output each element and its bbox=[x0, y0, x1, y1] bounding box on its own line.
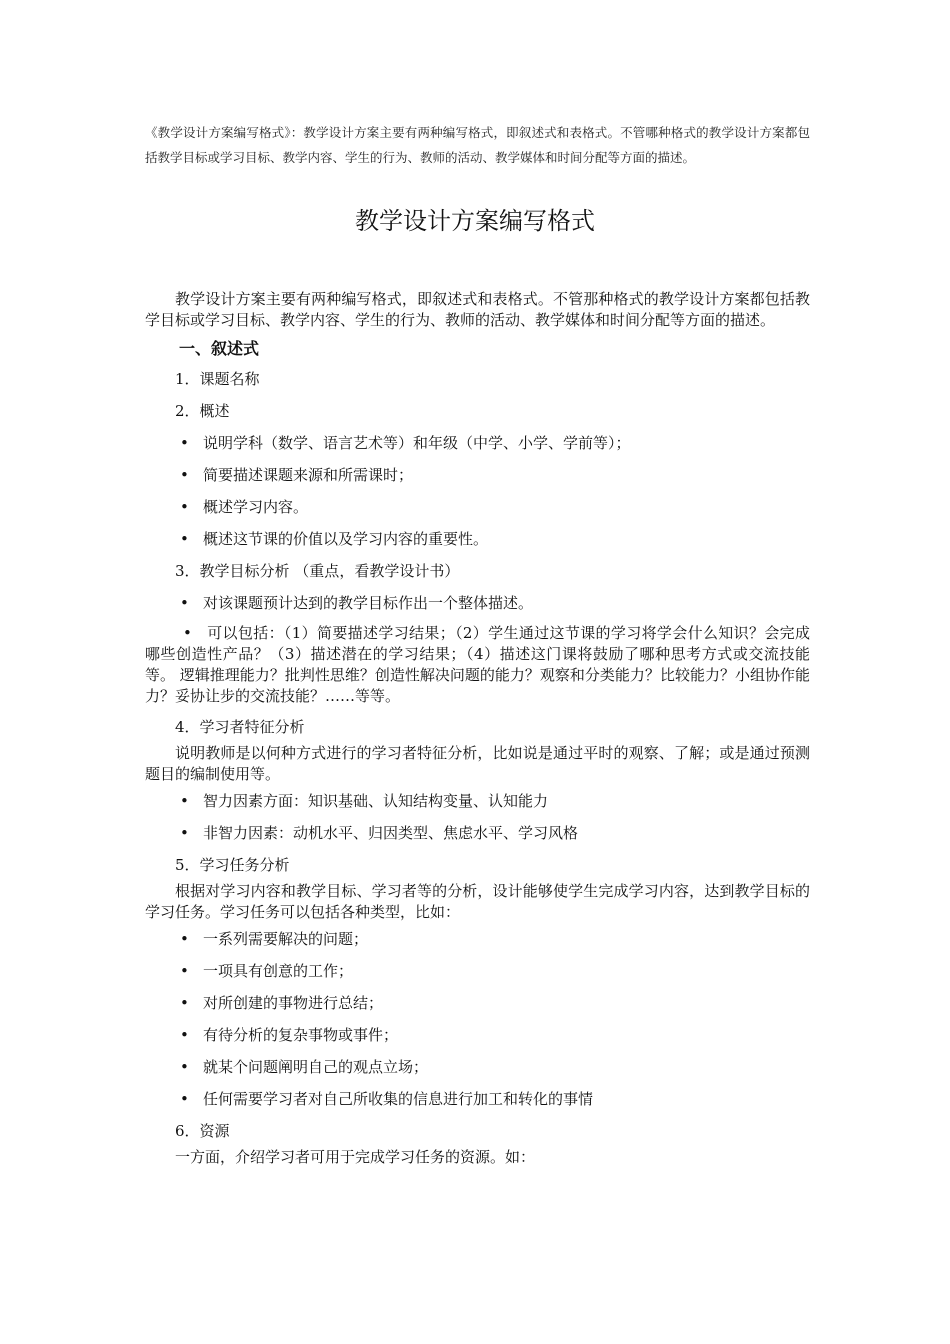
section-heading: 一、叙述式 bbox=[179, 339, 260, 358]
list-item-long: • 可以包括：（1）简要描述学习结果；（2）学生通过这节课的学习将学会什么知识？会完成哪些创造性产品？（3）描述潜在的学习结果；（4）描述这门课将鼓励了哪种思考方式或交流技能等。 逻辑推理能力？批判性思维？创造性解决问题的能力？观察和分类能力？比较能力？小组协作能力？妥协让步的交流技能？……等等。 bbox=[145, 624, 811, 705]
list-item: • 有待分析的复杂事物或事件； bbox=[145, 1019, 810, 1051]
list-item: • 概述学习内容。 bbox=[145, 491, 810, 523]
paragraph: 说明教师是以何种方式进行的学习者特征分析，比如说是通过平时的观察、了解；或是通过预测题目的编制使用等。 bbox=[145, 744, 810, 783]
numbered-item-3: 3．教学目标分析 （重点，看教学设计书） bbox=[175, 562, 460, 580]
numbered-item-4: 4．学习者特征分析 bbox=[175, 718, 305, 736]
document-summary: 《教学设计方案编写格式》：教学设计方案主要有两种编写格式，即叙述式和表格式。不管哪种格式的教学设计方案都包括教学目标或学习目标、教学内容、学生的行为、教师的活动、教学媒体和时间分配等方面的描述。 bbox=[145, 125, 810, 165]
list-item: • 概述这节课的价值以及学习内容的重要性。 bbox=[145, 523, 810, 555]
bullet-icon: • bbox=[180, 434, 189, 452]
bullet-icon: • bbox=[180, 1058, 189, 1076]
numbered-item-5: 5．学习任务分析 bbox=[175, 856, 290, 874]
numbered-item-1: 1．课题名称 bbox=[175, 370, 260, 388]
bullet-icon: • bbox=[180, 530, 189, 548]
list-item: • 就某个问题阐明自己的观点立场； bbox=[145, 1051, 810, 1083]
numbered-item-2: 2．概述 bbox=[175, 402, 230, 420]
numbered-item-6: 6．资源 bbox=[175, 1122, 230, 1140]
list-item: • 一项具有创意的工作； bbox=[145, 955, 810, 987]
list-item: • 非智力因素：动机水平、归因类型、焦虑水平、学习风格 bbox=[145, 817, 810, 849]
list-item: • 对所创建的事物进行总结； bbox=[145, 987, 810, 1019]
paragraph: 根据对学习内容和教学目标、学习者等的分析，设计能够使学生完成学习内容，达到教学目标的学习任务。学习任务可以包括各种类型，比如： bbox=[145, 882, 810, 921]
bullet-icon: • bbox=[183, 624, 192, 642]
bullet-icon: • bbox=[180, 1090, 189, 1108]
bullet-icon: • bbox=[180, 792, 189, 810]
list-item: • 任何需要学习者对自己所收集的信息进行加工和转化的事情 bbox=[145, 1083, 810, 1115]
page-title: 教学设计方案编写格式 bbox=[355, 207, 595, 235]
bullet-icon: • bbox=[180, 962, 189, 980]
list-item: • 对该课题预计达到的教学目标作出一个整体描述。 bbox=[145, 587, 810, 619]
bullet-icon: • bbox=[180, 594, 189, 612]
list-item: • 简要描述课题来源和所需课时； bbox=[145, 459, 810, 491]
paragraph: 一方面，介绍学习者可用于完成学习任务的资源。如： bbox=[175, 1148, 536, 1166]
list-item: • 智力因素方面：知识基础、认知结构变量、认知能力 bbox=[145, 785, 810, 817]
document-body bbox=[145, 289, 810, 1168]
bullet-icon: • bbox=[180, 994, 189, 1012]
bullet-icon: • bbox=[180, 498, 189, 516]
bullet-icon: • bbox=[180, 824, 189, 842]
bullet-icon: • bbox=[180, 466, 189, 484]
list-item: • 一系列需要解决的问题； bbox=[145, 923, 810, 955]
intro-paragraph: 教学设计方案主要有两种编写格式，即叙述式和表格式。不管那种格式的教学设计方案都包括教学目标或学习目标、教学内容、学生的行为、教师的活动、教学媒体和时间分配等方面的描述。 bbox=[145, 290, 810, 329]
list-item: • 说明学科（数学、语言艺术等）和年级（中学、小学、学前等）； bbox=[145, 427, 810, 459]
bullet-icon: • bbox=[180, 930, 189, 948]
bullet-icon: • bbox=[180, 1026, 189, 1044]
